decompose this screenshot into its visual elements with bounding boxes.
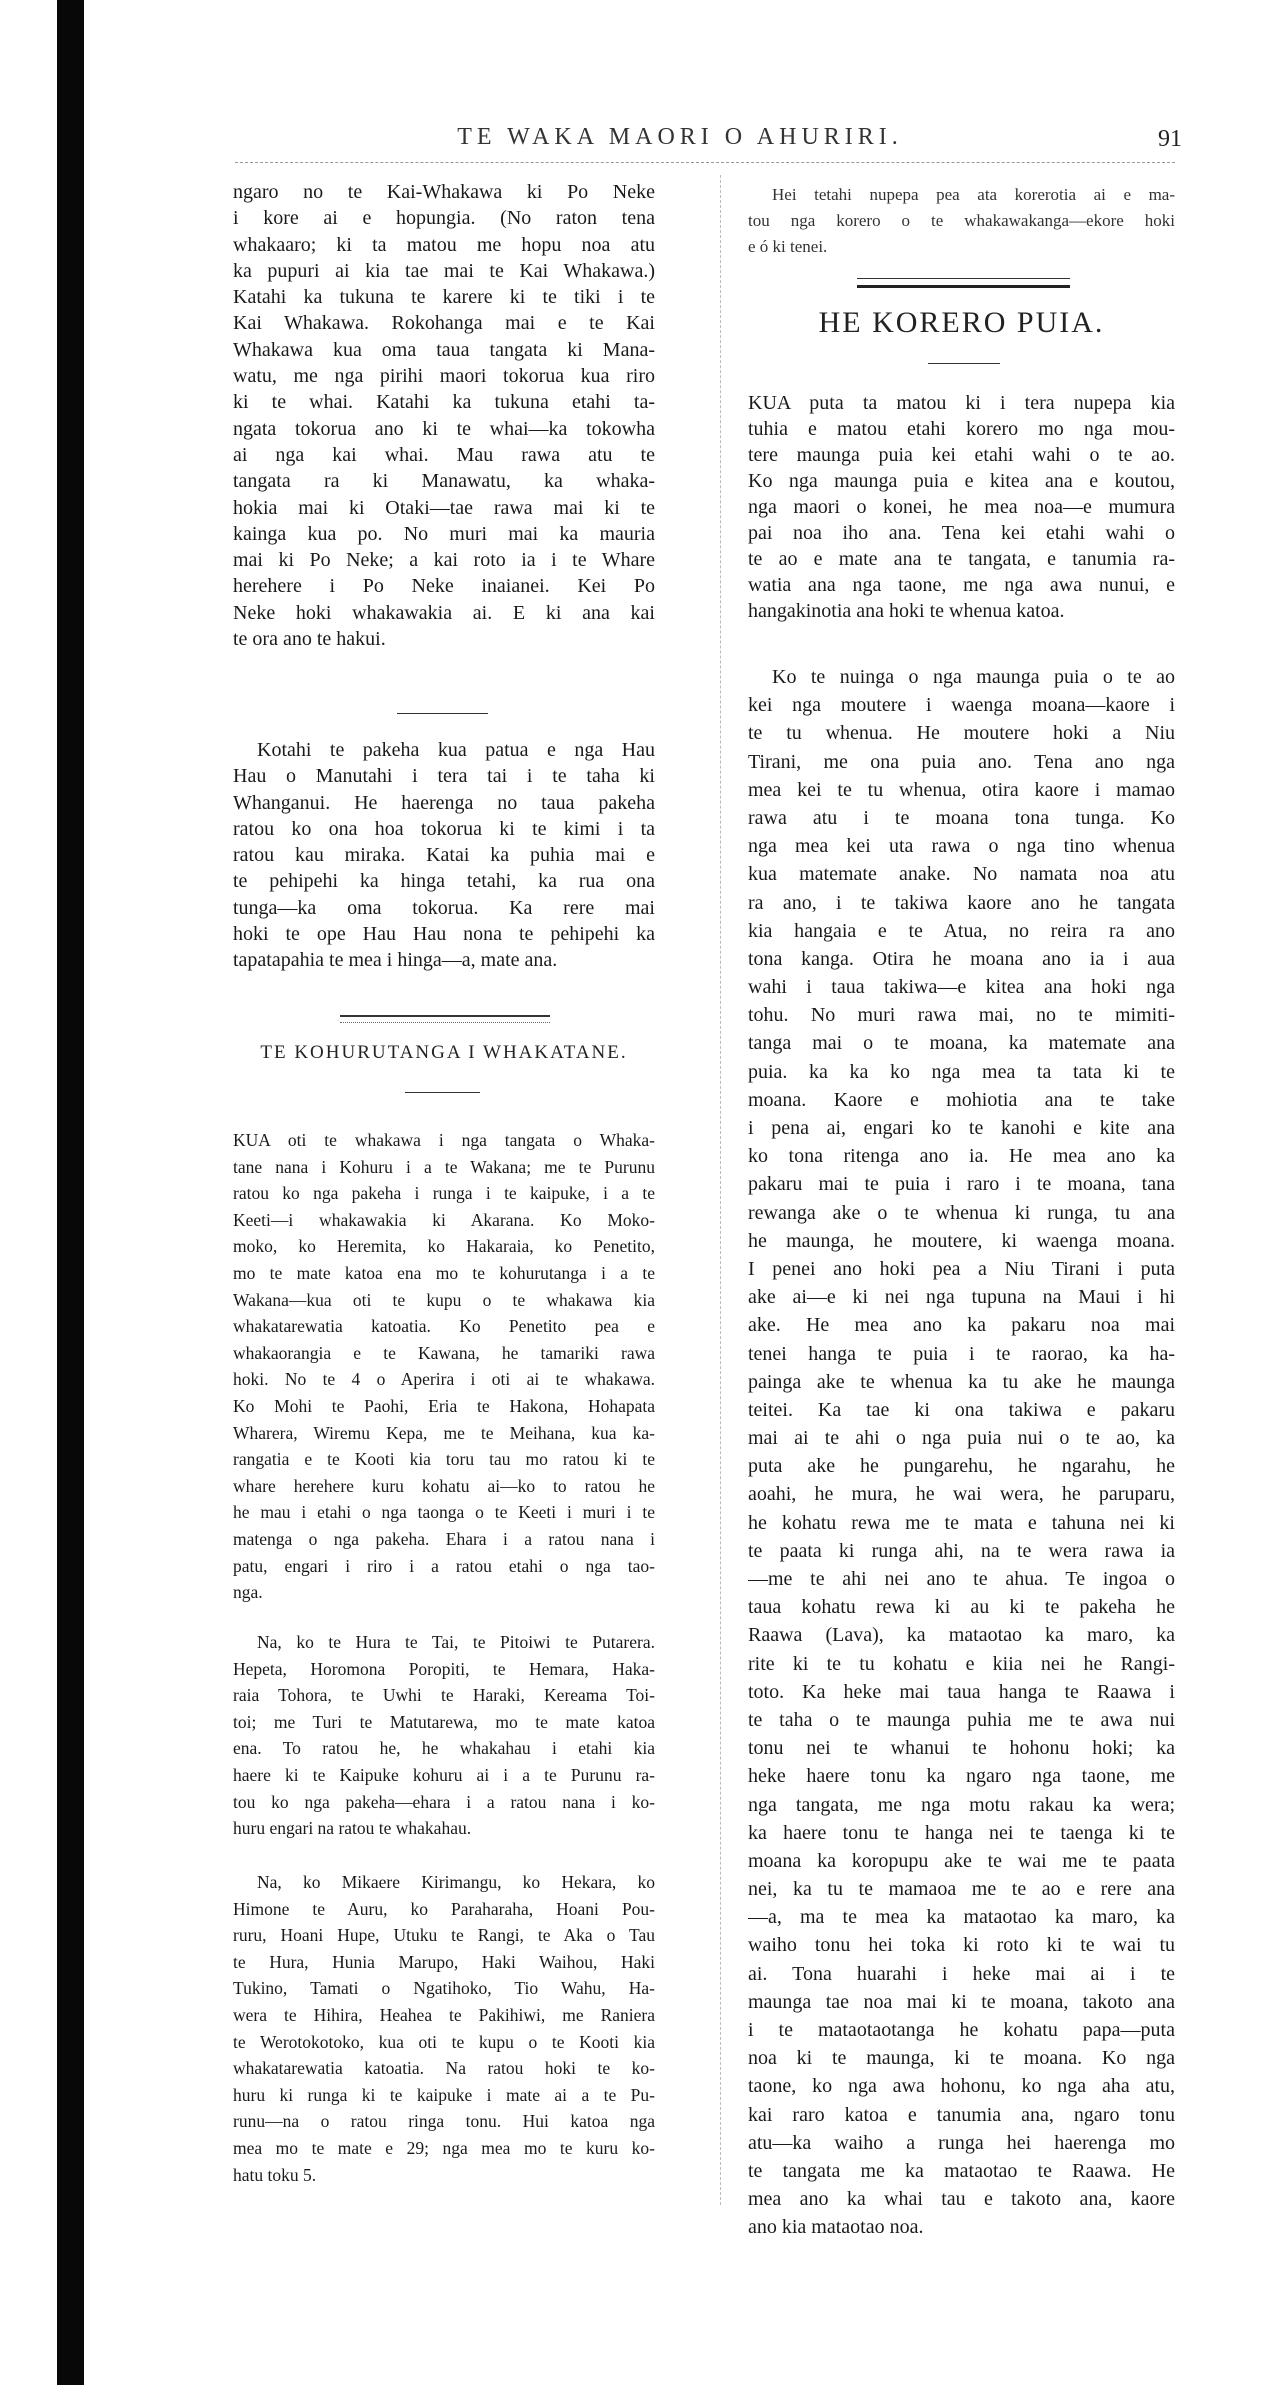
text-line: Neke hoki whakawakia ai. E ki ana kai (233, 601, 655, 624)
text-line: moana ka koropupu ake te wai me te paata (748, 1849, 1175, 1872)
text-line: te tangata me ka mataotao te Raawa. He (748, 2159, 1175, 2182)
text-line: Tukino, Tamati o Ngatihoko, Tio Wahu, Ha- (233, 1978, 655, 1999)
article-paragraph (233, 1629, 655, 1842)
page-binding-edge (57, 0, 84, 2385)
text-line: Hau o Manutahi i tera tai i te taha ki (233, 765, 655, 788)
text-line: KUA puta ta matou ki i tera nupepa kia (748, 392, 1175, 414)
text-line: herehere i Po Neke inaianei. Kei Po (233, 575, 655, 598)
text-line: I penei ano hoki pea a Niu Tirani i puta (748, 1257, 1175, 1280)
text-line: hokia mai ki Otaki—tae rawa mai ki te (233, 496, 655, 519)
text-line: huru engari na ratou te whakahau. (233, 1818, 472, 1839)
double-rule (857, 278, 1070, 279)
text-line: Tirani, me ona puia ano. Tena ano nga (748, 750, 1175, 773)
text-line: te Hura, Hunia Marupo, Haki Waihou, Haki (233, 1951, 655, 1972)
text-line: tenei hanga te puia i te raorao, ka ha- (748, 1342, 1175, 1365)
text-line: ra ano, i te takiwa kaore ano he tangata (748, 891, 1175, 914)
text-line: tou ko nga pakeha—ehara i a ratou nana i ko- (233, 1791, 655, 1812)
text-line: hatu toku 5. (233, 2164, 317, 2185)
text-line: nei, ka tu te mamaoa me te ao e rere ana (748, 1878, 1175, 1901)
text-line: he mau i etahi o nga taonga o te Keeti i muri i te (233, 1502, 655, 1523)
text-line: Ko Mohi te Paohi, Eria te Hakona, Hohapata (233, 1395, 655, 1416)
text-line: wera te Hihira, Heahea te Pakihiwi, me Raniera (233, 2004, 655, 2025)
article-paragraph (748, 182, 1175, 260)
double-rule-lower (857, 285, 1070, 288)
text-line: whare herehere kuru kohatu ai—ko to ratou he (233, 1475, 655, 1496)
text-line: ai nga kai whai. Mau rawa atu te (233, 443, 655, 466)
double-rule-lower (340, 1022, 550, 1023)
text-line: —a, ma te mea ka mataotao ka maro, ka (748, 1906, 1175, 1929)
text-line: runu—na o ratou ringa tonu. Hui katoa nga (233, 2111, 655, 2132)
text-line: nga tangata, me nga motu rakau ka wera; (748, 1793, 1175, 1816)
section-heading: TE KOHURUTANGA I WHAKATANE. (260, 1042, 628, 1063)
text-line: —me te ahi nei ano te ahua. Te ingoa o (748, 1568, 1175, 1590)
text-line: puia. ka ka ko nga mea ta tata ki te (748, 1060, 1175, 1083)
heading-underline (405, 1092, 480, 1093)
double-rule (340, 1015, 550, 1017)
text-line: ratou ko nga pakeha i runga i te kaipuke, i a te (233, 1183, 655, 1204)
text-line: tohu. No muri rawa mai, no te mimiti- (748, 1004, 1175, 1027)
text-line: kia hangaia e te Atua, no reira ra ano (748, 919, 1175, 942)
text-line: toto. Ka heke mai taua hanga te Raawa i (748, 1680, 1175, 1703)
text-line: whakaaro; ki ta matou me hopu noa atu (233, 233, 655, 256)
text-line: ena. To ratou he, he whakahau i etahi kia (233, 1738, 655, 1759)
text-line: Himone te Auru, ko Paraharaha, Hoani Pou- (233, 1898, 655, 1919)
text-line: tane nana i Kohuru i a te Wakana; me te Purunu (233, 1156, 655, 1177)
text-line: raia Tohora, te Uwhi te Haraki, Kereama Toi- (233, 1685, 655, 1706)
text-line: rite ki te tu kohatu e kiia nei he Rangi- (748, 1652, 1175, 1675)
heading-underline (928, 363, 1000, 364)
text-line: watia ana nga taone, me nga awa nunui, e (748, 574, 1175, 596)
text-line: whakatarewatia katoatia. Ko Penetito pea e (233, 1316, 655, 1337)
text-line: tangata ra ki Manawatu, ka whaka- (233, 470, 655, 493)
text-line: kua matemate anake. No namata noa atu (748, 863, 1175, 886)
text-line: kainga kua po. No muri mai ka mauria (233, 522, 655, 545)
text-line: tunga—ka oma tokorua. Ka rere mai (233, 896, 655, 919)
text-line: Raawa (Lava), ka mataotao ka maro, ka (748, 1624, 1175, 1647)
text-line: tonu nei te whanui te hohonu hoki; ka (748, 1737, 1175, 1760)
text-line: puta ake he pungarehu, he ngarahu, he (748, 1455, 1175, 1478)
text-line: painga ake te whenua ka tu ake he maunga (748, 1370, 1175, 1393)
text-line: wahi i taua takiwa—e kitea ana hoki nga (748, 976, 1175, 999)
text-line: rewanga ake o te whenua ki runga, tu ana (748, 1201, 1175, 1224)
text-line: ake ai—e ki nei nga tupuna na Maui i hi (748, 1286, 1175, 1309)
text-line: toi; me Turi te Matutarewa, mo te mate katoa (233, 1711, 655, 1732)
article-paragraph (233, 737, 655, 974)
text-line: ratou kau miraka. Katai ka puhia mai e (233, 844, 655, 867)
text-line: noa ki te maunga, ki te moana. Ko nga (748, 2047, 1175, 2070)
text-line: nga mea kei uta rawa o nga tino whenua (748, 835, 1175, 858)
text-line: pakaru mai te puia i raro i te moana, tana (748, 1173, 1175, 1196)
section-divider (397, 713, 488, 714)
text-line: mea ano ka whai tau e takoto ana, kaore (748, 2188, 1175, 2211)
text-line: te Werotokotoko, kua oti te kupu o te Kooti kia (233, 2031, 655, 2052)
text-line: ai. Tona huarahi i heke mai ai i te (748, 1962, 1175, 1985)
text-line: i te mataotaotanga he kohatu papa—puta (748, 2019, 1175, 2041)
text-line: Na, ko te Hura te Tai, te Pitoiwi te Putarera. (257, 1632, 655, 1652)
article-paragraph (748, 390, 1175, 624)
text-line: heke haere tonu ka ngaro nga taone, me (748, 1765, 1175, 1788)
text-line: kai raro katoa e tanumia ana, ngaro tonu (748, 2103, 1175, 2126)
text-line: kei nga moutere i waenga moana—kaore i (748, 694, 1175, 717)
text-line: matenga o nga pakeha. Ehara i a ratou nana i (233, 1528, 655, 1549)
text-line: i pena ai, engari ko te kanohi e kite ana (748, 1117, 1175, 1139)
text-line: ki te whai. Katahi ka tukuna etahi ta- (233, 391, 655, 414)
text-line: waiho tonu hei toka ki roto ki te wai tu (748, 1934, 1175, 1957)
text-line: watu, me nga pirihi maori tokorua kua riro (233, 365, 655, 388)
text-line: hangakinotia ana hoki te whenua katoa. (748, 600, 1065, 622)
text-line: ka pupuri ai kia tae mai te Kai Whakawa.) (233, 259, 655, 282)
article-paragraph (233, 1127, 655, 1606)
text-line: Katahi ka tukuna te karere ki te tiki i te (233, 286, 655, 309)
text-line: ruru, Hoani Hupe, Utuku te Rangi, te Aka o Tau (233, 1925, 655, 1946)
text-line: atu—ka waiho a runga hei haerenga mo (748, 2131, 1175, 2154)
text-line: tere maunga puia kei etahi wahi o te ao. (748, 444, 1175, 466)
text-line: rawa atu i te moana tona tunga. Ko (748, 806, 1175, 829)
text-line: tapatapahia te mea i hinga—a, mate ana. (233, 949, 558, 972)
text-line: Ko nga maunga puia e kitea ana e koutou, (748, 470, 1175, 492)
text-line: mea kei te tu whenua, otira kaore i mamao (748, 778, 1175, 801)
text-line: he kohatu rewa me te mata e tahuna nei ki (748, 1511, 1175, 1534)
text-line: Hepeta, Horomona Poropiti, te Hemara, Haka- (233, 1658, 655, 1679)
text-line: moko, ko Heremita, ko Hakaraia, ko Penetito, (233, 1236, 655, 1257)
text-line: Wakana—kua oti te kupu o te whakawa kia (233, 1289, 655, 1310)
text-line: Hei tetahi nupepa pea ata korerotia ai e ma- (772, 185, 1175, 204)
text-line: ko tona ritenga ano ia. He mea ano ka (748, 1145, 1175, 1168)
text-line: Kai Whakawa. Rokohanga mai e te Kai (233, 312, 655, 335)
text-line: KUA oti te whakawa i nga tangata o Whaka- (233, 1130, 655, 1150)
text-line: maunga tae noa mai ki te moana, takoto ana (748, 1990, 1175, 2013)
text-line: taua kohatu rewa ki au ki te pakeha he (748, 1596, 1175, 1619)
running-head-title: TE WAKA MAORI O AHURIRI. (457, 124, 903, 150)
text-line: tona kanga. Otira he moana ano ia i aua (748, 947, 1175, 970)
text-line: te tu whenua. He moutere hoki a Niu (748, 722, 1175, 745)
text-line: whakatarewatia katoatia. Na ratou hoki te ko- (233, 2058, 655, 2079)
text-line: he maunga, he moutere, ki waenga moana. (748, 1229, 1175, 1252)
text-line: e ó ki tenei. (748, 237, 828, 256)
article-paragraph (233, 1869, 655, 2188)
text-line: huru ki runga ki te kaipuke i mate ai a te Pu- (233, 2084, 655, 2105)
text-line: nga maori o konei, he mea noa—e mumura (748, 496, 1175, 518)
text-line: tou nga korero o te whakawakanga—ekore hoki (748, 211, 1175, 230)
text-line: te ora ano te hakui. (233, 628, 386, 651)
text-line: Wharera, Wiremu Kepa, me te Meihana, kua ka- (233, 1422, 655, 1443)
text-line: nga. (233, 1582, 263, 1603)
text-line: ka haere tonu te hanga nei te taenga ki te (748, 1821, 1175, 1844)
text-line: ano kia mataotao noa. (748, 2216, 924, 2239)
text-line: whakaorangia e te Kawana, he tamariki rawa (233, 1342, 655, 1363)
text-line: ngata tokorua ano ki te whai—ka tokowha (233, 417, 655, 440)
text-line: taone, ko nga awa hohonu, ko nga aha atu, (748, 2075, 1175, 2098)
header-rule (235, 162, 1175, 163)
text-line: Kotahi te pakeha kua patua e nga Hau (257, 739, 655, 761)
text-line: tuhia e matou etahi korero mo nga mou- (748, 418, 1175, 440)
text-line: Ko te nuinga o nga maunga puia o te ao (772, 666, 1175, 688)
text-line: tanga mai o te moana, ka matemate ana (748, 1032, 1175, 1055)
text-line: Whakawa kua oma taua tangata ki Mana- (233, 338, 655, 361)
text-line: Whanganui. He haerenga no taua pakeha (233, 791, 655, 814)
text-line: patu, engari i riro i a ratou etahi o nga tao- (233, 1555, 655, 1576)
text-line: mo te mate katoa ena mo te kohurutanga i a te (233, 1262, 655, 1283)
article-paragraph (748, 663, 1175, 2242)
text-line: Keeti—i whakawakia ki Akarana. Ko Moko- (233, 1209, 655, 1230)
text-line: Na, ko Mikaere Kirimangu, ko Hekara, ko (257, 1872, 655, 1892)
text-line: haere ki te Kaipuke kohuru ai i a te Purunu ra- (233, 1764, 655, 1785)
text-line: ratou ko ona hoa tokorua ki te kimi i ta (233, 817, 655, 840)
text-line: pai noa iho ana. Tena kei etahi wahi o (748, 522, 1175, 544)
page-number: 91 (1158, 126, 1182, 152)
text-line: hoki. No te 4 o Aperira i oti ai te whakawa. (233, 1369, 655, 1390)
text-line: te paata ki runga ahi, na te wera rawa ia (748, 1539, 1175, 1562)
text-line: aoahi, he mura, he wai wera, he paruparu, (748, 1483, 1175, 1506)
text-line: te pehipehi ka hinga tetahi, ka rua ona (233, 870, 655, 893)
text-line: rangatia e te Kooti kia toru tau mo ratou ki te (233, 1449, 655, 1470)
text-line: ake. He mea ano ka pakaru noa mai (748, 1314, 1175, 1337)
text-line: i kore ai e hopungia. (No raton tena (233, 207, 655, 230)
text-line: mea mo te mate e 29; nga mea mo te kuru ko- (233, 2137, 655, 2158)
text-line: mai ai te ahi o nga puia nui o te ao, ka (748, 1427, 1175, 1450)
text-line: mai ki Po Neke; a kai roto ia i te Whare (233, 549, 655, 572)
text-line: te taha o te maunga puhia me te awa nui (748, 1708, 1175, 1731)
text-line: te ao e mate ana te tangata, e tanumia ra- (748, 548, 1175, 570)
text-line: moana. Kaore e mohiotia ana te take (748, 1088, 1175, 1111)
text-line: hoki te ope Hau Hau nona te pehipehi ka (233, 923, 655, 946)
column-divider (720, 175, 721, 2205)
section-heading: HE KORERO PUIA. (818, 306, 1105, 339)
article-paragraph (233, 179, 655, 652)
text-line: ngaro no te Kai-Whakawa ki Po Neke (233, 181, 655, 203)
text-line: teitei. Ka tae ki ona takiwa e pakaru (748, 1398, 1175, 1421)
